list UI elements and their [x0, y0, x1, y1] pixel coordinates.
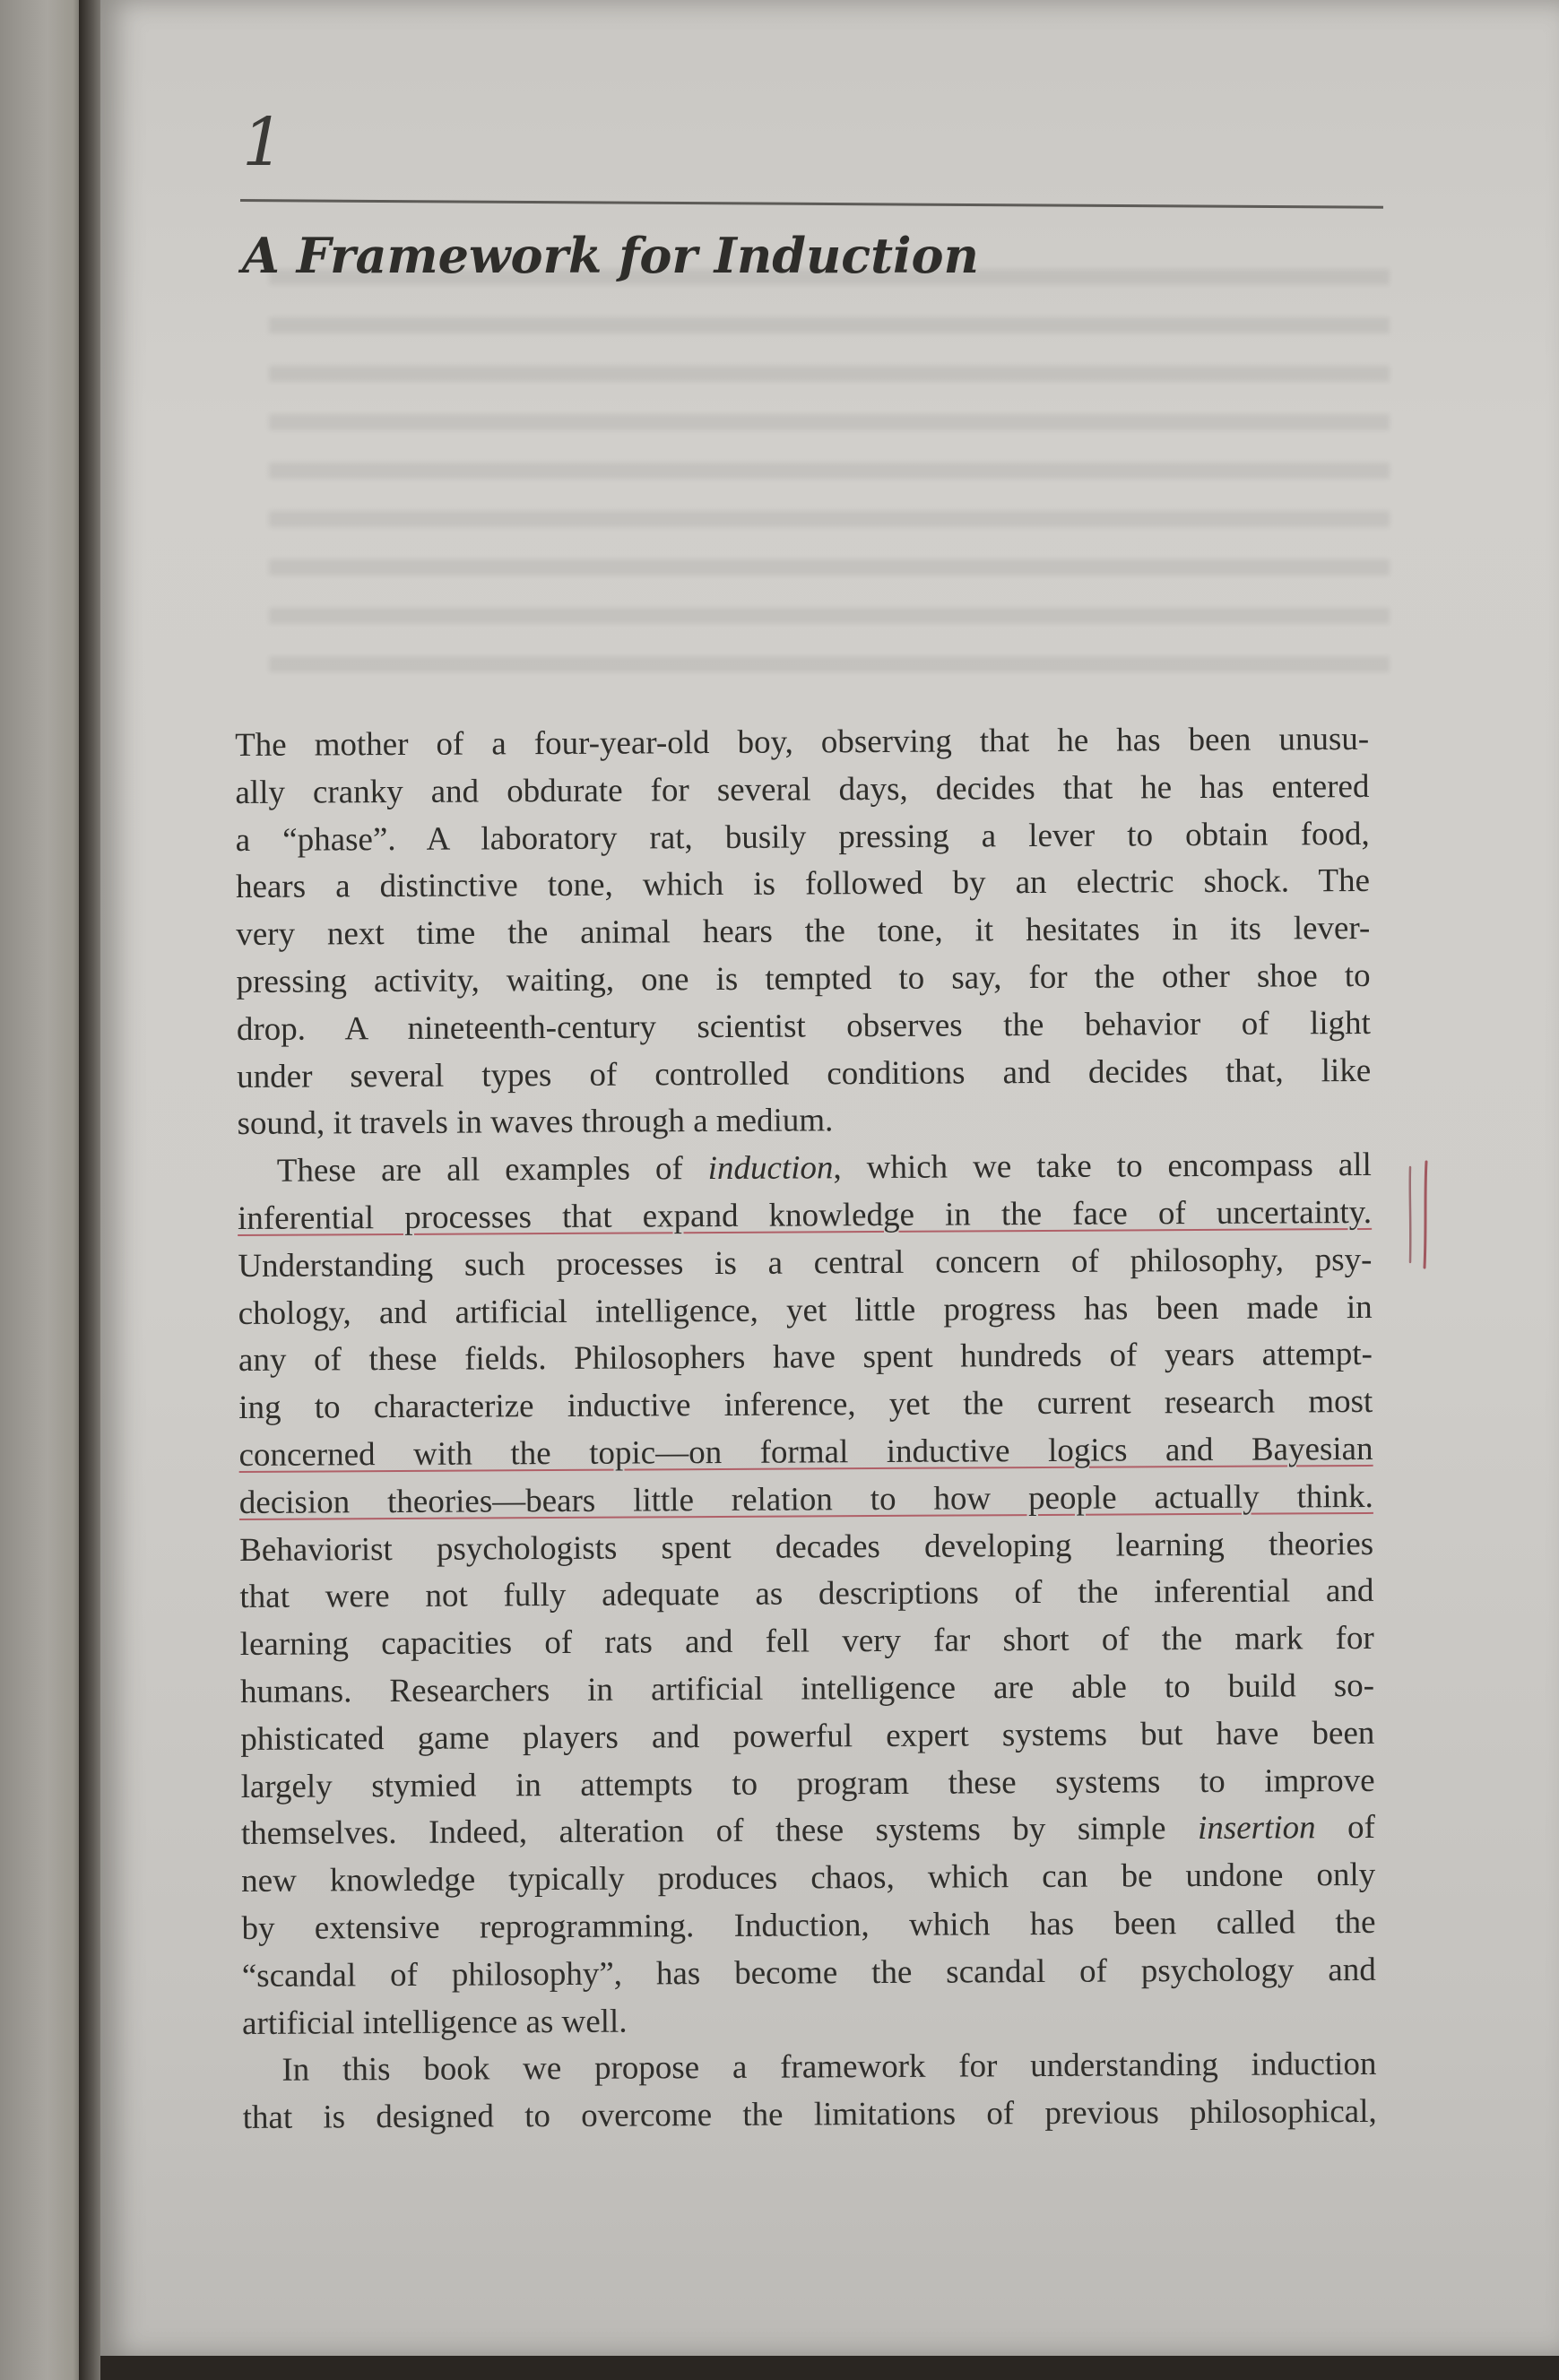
text-line: In this book we propose a framework for understanding induction	[281, 2046, 1377, 2090]
text-line	[238, 1426, 1373, 1480]
text-line: These are all examples of induction, which we take to encompass all	[276, 1147, 1372, 1190]
pencil-mark-icon	[1403, 1156, 1439, 1273]
text-line	[238, 1190, 1372, 1243]
text-line: a “phase”. A laboratory rat, busily pressing a lever to obtain food,	[235, 815, 1370, 859]
text-line: very next time the animal hears the tone, it hesitates in its lever-	[236, 910, 1371, 954]
text-line: pressing activity, waiting, one is tempted to say, for the other shoe to	[236, 956, 1371, 1000]
page-bottom-edge	[100, 2356, 1559, 2380]
text-line: that is designed to overcome the limitations of previous philosophical,	[242, 2093, 1377, 2137]
underlined-text: inferential processes that expand knowledge in the face of uncertainty.	[237, 1193, 1373, 1237]
underlined-text: decision theories—bears little relation to how people actually think.	[238, 1477, 1373, 1521]
text-line: any of these fields. Philosophers have spent hundreds of years attempt-	[238, 1336, 1373, 1380]
paragraph	[238, 1142, 1377, 2047]
text-line: by extensive reprogramming. Induction, which has been called the	[241, 1903, 1376, 1947]
text-line: learning capacities of rats and fell very far short of the mark for	[239, 1620, 1374, 1664]
text-line	[239, 1474, 1373, 1528]
text-line: “scandal of philosophy”, has become the scandal of psychology and	[241, 1951, 1376, 1995]
margin-pencil-mark	[1403, 1156, 1439, 1273]
text-line: The mother of a four-year-old boy, observing that he has been unusu-	[235, 720, 1370, 764]
show-through-text	[269, 242, 1390, 672]
text-line: sound, it travels in waves through a medium.	[237, 1102, 834, 1143]
text-line: Understanding such processes is a central concern of philosophy, psy-	[238, 1241, 1373, 1285]
text-line: phisticated game players and powerful expert systems but have been	[240, 1714, 1375, 1758]
text-line: chology, and artificial intelligence, yet little progress has been made in	[238, 1288, 1373, 1332]
chapter-number: 1	[242, 104, 285, 181]
text-line: that were not fully adequate as descriptions of the inferential and	[239, 1572, 1374, 1616]
text-line: drop. A nineteenth-century scientist observes the behavior of light	[236, 1004, 1372, 1048]
emphasis: insertion	[1197, 1809, 1316, 1848]
text-line: new knowledge typically produces chaos, which can be undone only	[241, 1856, 1376, 1900]
text-line: Behaviorist psychologists spent decades developing learning theories	[239, 1525, 1374, 1569]
text-line: hears a distinctive tone, which is followed by an electric shock. The	[235, 862, 1371, 906]
text-line: ally cranky and obdurate for several days, decides that he has entered	[235, 767, 1370, 811]
left-page-edge	[0, 0, 86, 2380]
text-line: under several types of controlled conditions and decides that, like	[237, 1052, 1372, 1095]
text-line: largely stymied in attempts to program these systems to improve	[240, 1761, 1375, 1805]
text-line: humans. Researchers in artificial intelligence are able to build so-	[239, 1666, 1375, 1710]
emphasis: induction	[707, 1149, 834, 1188]
chapter-title: A Framework for Induction	[242, 227, 979, 284]
underlined-text: concerned with the topic—on formal inductive logics and Bayesian	[238, 1430, 1373, 1474]
text-line: artificial intelligence as well.	[241, 2003, 628, 2042]
body-text	[235, 716, 1377, 2142]
paragraph	[235, 716, 1372, 1148]
text-line: ing to characterize inductive inference, yet the current research most	[238, 1383, 1373, 1427]
paragraph	[242, 2041, 1377, 2142]
text-line: themselves. Indeed, alteration of these systems by simple insertion of	[240, 1809, 1376, 1853]
